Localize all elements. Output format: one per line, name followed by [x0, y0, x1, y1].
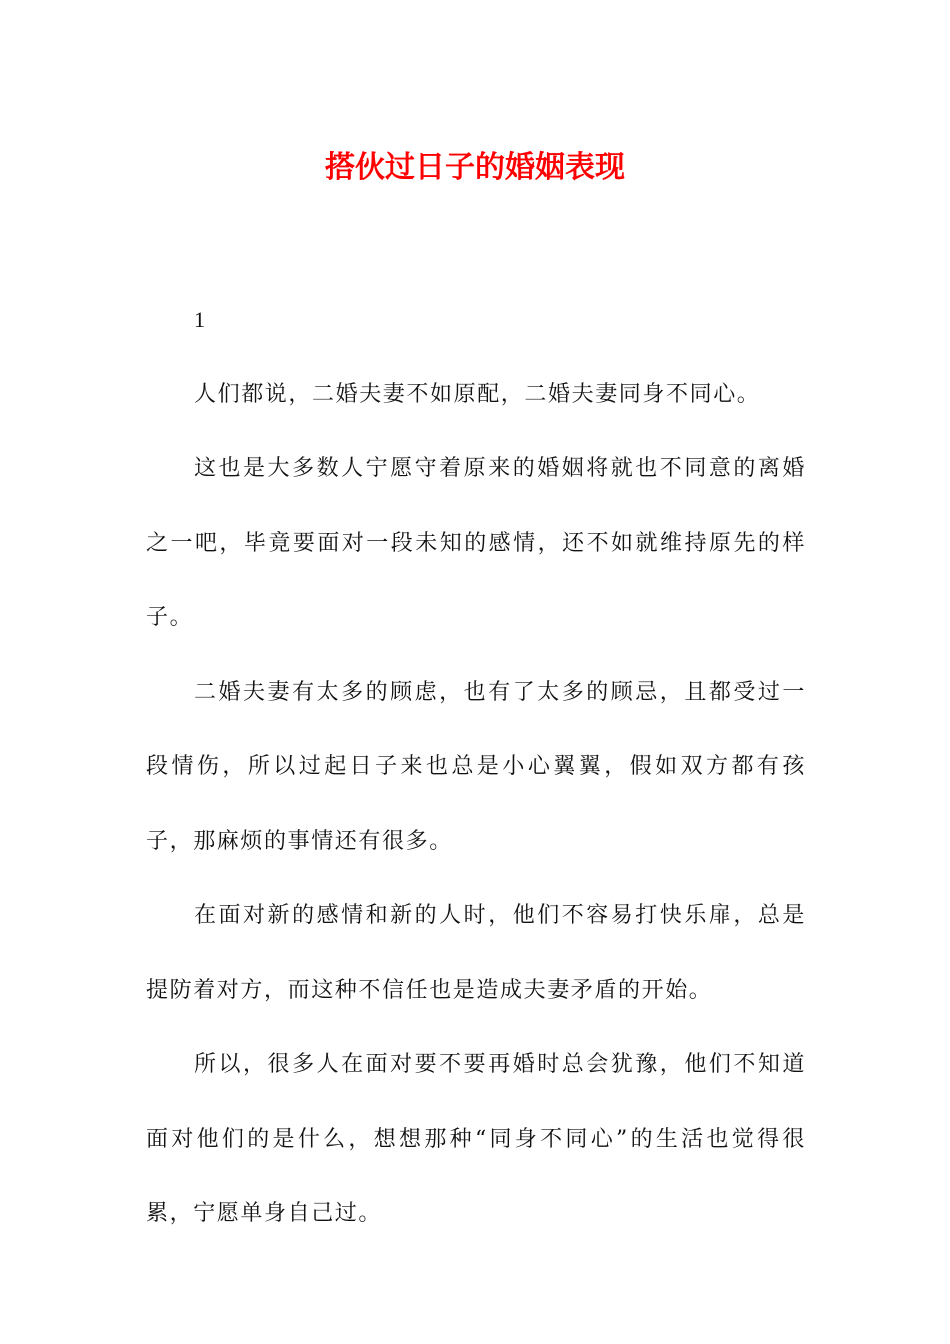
paragraph-4: 在面对新的感情和新的人时，他们不容易打快乐扉，总是提防着对方，而这种不信任也是造成夫妻矛盾的开始。: [146, 903, 806, 1003]
paragraph-1: 人们都说，二婚夫妻不如原配，二婚夫妻同身不同心。: [194, 381, 761, 407]
section-number: 1: [194, 307, 207, 332]
document-body: [146, 283, 806, 1252]
paragraph-3: 二婚夫妻有太多的顾虑，也有了太多的顾忌，且都受过一段情伤，所以过起日子来也总是小心翼翼，假如双方都有孩子，那麻烦的事情还有很多。: [146, 679, 806, 854]
paragraph-2: 这也是大多数人宁愿守着原来的婚姻将就也不同意的离婚之一吧，毕竟要面对一段未知的感情，还不如就维持原先的样子。: [146, 456, 806, 630]
paragraph-5: 所以，很多人在面对要不要再婚时总会犹豫，他们不知道面对他们的是什么，想想那种“同身不同心”的生活也觉得很累，宁愿单身自己过。: [146, 1052, 806, 1226]
document-title: 搭伙过日子的婚姻表现: [325, 150, 625, 185]
